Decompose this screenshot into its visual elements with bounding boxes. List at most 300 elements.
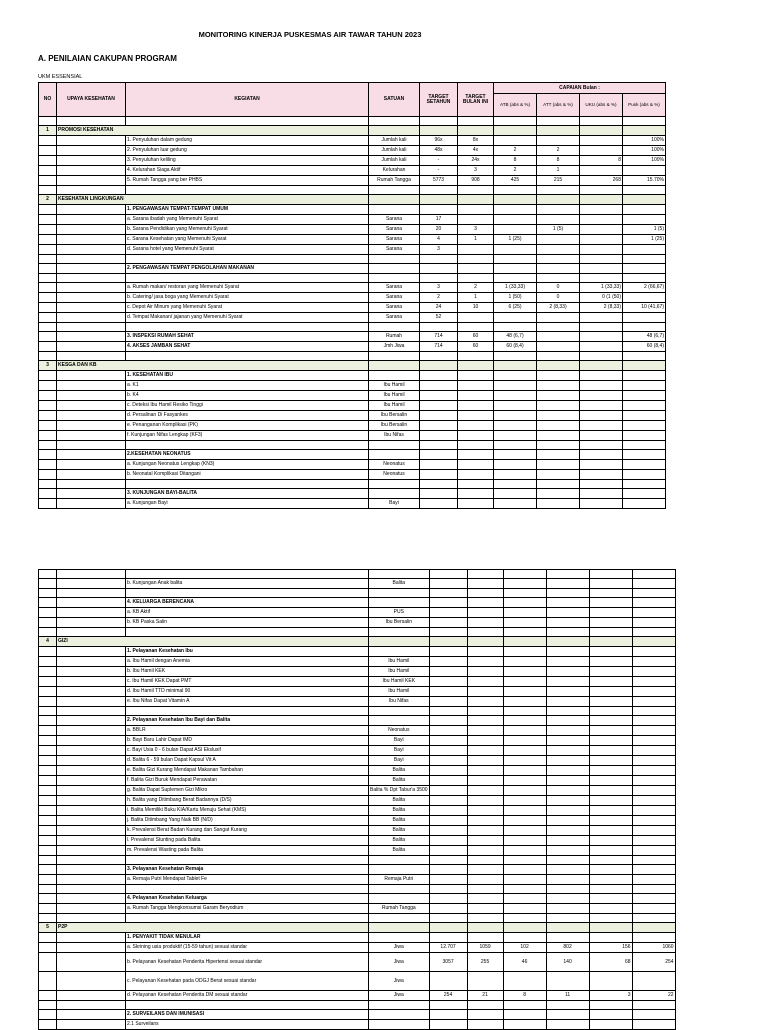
atb-cell	[494, 489, 537, 499]
table-row	[39, 667, 676, 677]
empty-cell	[369, 707, 430, 716]
target-bulan-cell: 255	[467, 953, 503, 972]
target-bulan-cell	[467, 647, 503, 657]
empty-cell	[467, 628, 503, 637]
empty-cell	[39, 766, 57, 776]
empty-cell	[369, 589, 430, 598]
table-row	[39, 431, 666, 441]
atb-cell	[503, 746, 546, 756]
att-cell	[537, 499, 580, 509]
uku-cell	[589, 875, 632, 885]
table-row	[39, 411, 666, 421]
uku-cell	[589, 972, 632, 991]
empty-cell	[39, 697, 57, 707]
uku-cell: 8	[580, 156, 623, 166]
empty-cell	[57, 313, 126, 323]
empty-cell	[39, 618, 57, 628]
kegiatan-cell: d. Tempat Makanan/ jajanan yang Memenuhi Syarat	[126, 313, 369, 323]
empty-cell	[503, 885, 546, 894]
empty-cell	[39, 264, 57, 274]
satuan-cell: Balita	[369, 806, 430, 816]
empty-cell	[537, 117, 580, 126]
table-row	[39, 806, 676, 816]
atb-cell	[503, 904, 546, 914]
empty-cell	[503, 856, 546, 865]
target-setahun-cell	[429, 904, 467, 914]
uku-cell	[589, 904, 632, 914]
empty-cell	[39, 786, 57, 796]
table-row	[39, 293, 666, 303]
pusk-cell: 22	[632, 991, 675, 1001]
row-number: 4	[39, 637, 57, 647]
target-bulan-cell: 2	[458, 283, 494, 293]
empty-cell	[57, 441, 126, 450]
target-setahun-cell	[429, 608, 467, 618]
target-setahun-cell	[420, 499, 458, 509]
empty-cell	[632, 914, 675, 923]
atb-cell: 2	[494, 146, 537, 156]
empty-cell	[537, 323, 580, 332]
empty-cell	[369, 323, 420, 332]
kegiatan-cell: f. Balita Gizi Buruk Mendapat Perawatan	[126, 776, 369, 786]
satuan-cell: Rumah Tangga	[369, 176, 420, 186]
att-cell	[537, 215, 580, 225]
empty-cell	[369, 441, 420, 450]
target-bulan-cell: 3	[458, 166, 494, 176]
empty-cell	[494, 441, 537, 450]
pusk-cell	[623, 431, 666, 441]
kegiatan-cell: 2. PENGAWASAN TEMPAT PENGOLAHAN MAKANAN	[126, 264, 369, 274]
empty-cell	[39, 342, 57, 352]
empty-cell	[57, 205, 126, 215]
empty-cell	[623, 480, 666, 489]
pusk-cell	[623, 421, 666, 431]
empty-cell	[537, 255, 580, 264]
target-bulan-cell	[458, 264, 494, 274]
satuan-cell: Ibu Nifas	[369, 431, 420, 441]
header-capaian: CAPAIAN Bulan :	[494, 83, 666, 94]
empty-cell	[546, 885, 589, 894]
satuan-cell: Ibu Hamil	[369, 657, 430, 667]
subheading-row	[39, 489, 666, 499]
pusk-cell	[632, 716, 675, 726]
empty-cell	[420, 323, 458, 332]
target-setahun-cell	[420, 411, 458, 421]
satuan-cell: Balita	[369, 826, 430, 836]
kegiatan-cell: a. Sarana ibadah yang Memenuhi Syarat	[126, 215, 369, 225]
empty-cell	[632, 856, 675, 865]
kegiatan-cell: 1. PENGAWASAN TEMPAT-TEMPAT UMUM	[126, 205, 369, 215]
kegiatan-cell: a. Kunjungan Bayi	[126, 499, 369, 509]
table-row	[39, 766, 676, 776]
row-number: 5	[39, 923, 57, 933]
target-setahun-cell	[429, 826, 467, 836]
uku-cell	[580, 391, 623, 401]
empty-cell	[623, 186, 666, 195]
empty-cell	[57, 166, 126, 176]
target-setahun-cell	[429, 806, 467, 816]
pusk-cell	[623, 401, 666, 411]
satuan-cell	[369, 894, 430, 904]
uku-cell	[589, 836, 632, 846]
empty-cell	[467, 589, 503, 598]
att-cell	[546, 875, 589, 885]
row-number: 1	[39, 126, 57, 136]
empty-cell	[57, 156, 126, 166]
kegiatan-cell: 3. Pelayanan Kesehatan Remaja	[126, 865, 369, 875]
satuan-cell: Ibu Bersalin	[369, 421, 420, 431]
empty-cell	[39, 332, 57, 342]
empty-cell	[580, 255, 623, 264]
empty-cell	[546, 628, 589, 637]
uku-cell	[589, 846, 632, 856]
kegiatan-cell: 2. Penyuluhan luar gedung	[126, 146, 369, 156]
target-setahun-cell	[429, 875, 467, 885]
target-setahun-cell	[429, 579, 467, 589]
empty-cell	[580, 186, 623, 195]
empty-cell	[39, 677, 57, 687]
uku-cell	[580, 401, 623, 411]
pusk-cell	[632, 796, 675, 806]
target-setahun-cell: 24	[420, 303, 458, 313]
empty-cell	[580, 195, 623, 205]
subheading-row	[39, 933, 676, 943]
empty-cell	[126, 1001, 369, 1010]
target-setahun-cell	[429, 726, 467, 736]
target-bulan-cell: 10	[458, 303, 494, 313]
empty-cell	[369, 856, 430, 865]
satuan-cell: Rumah Tangga	[369, 904, 430, 914]
atb-cell	[494, 313, 537, 323]
empty-cell	[589, 914, 632, 923]
att-cell	[537, 245, 580, 255]
empty-cell	[39, 856, 57, 865]
target-setahun-cell: 12.707	[429, 943, 467, 953]
kegiatan-cell: j. Balita Ditimbang Yang Naik BB (N/D)	[126, 816, 369, 826]
target-setahun-cell	[429, 647, 467, 657]
target-bulan-cell: 60	[458, 332, 494, 342]
target-bulan-cell	[467, 904, 503, 914]
empty-cell	[39, 570, 57, 579]
uku-cell: 2 (8,33)	[580, 303, 623, 313]
target-setahun-cell	[429, 933, 467, 943]
pusk-cell	[623, 499, 666, 509]
target-bulan-cell	[467, 726, 503, 736]
table-row	[39, 687, 676, 697]
empty-cell	[57, 371, 126, 381]
att-cell	[537, 489, 580, 499]
empty-cell	[467, 914, 503, 923]
satuan-cell: Ibu Hamil	[369, 391, 420, 401]
target-setahun-cell	[429, 796, 467, 806]
att-cell: 140	[546, 953, 589, 972]
empty-cell	[39, 836, 57, 846]
pusk-cell	[632, 826, 675, 836]
empty-cell	[632, 570, 675, 579]
atb-cell: 1 (50)	[494, 293, 537, 303]
uku-cell	[580, 450, 623, 460]
empty-cell	[369, 1001, 430, 1010]
satuan-cell: Kelurahan	[369, 166, 420, 176]
pusk-cell: 48 (6,7)	[623, 332, 666, 342]
target-bulan-cell: 1059	[467, 943, 503, 953]
target-bulan-cell	[458, 401, 494, 411]
att-cell	[537, 450, 580, 460]
target-setahun-cell	[420, 401, 458, 411]
empty-cell	[57, 450, 126, 460]
uku-cell	[589, 1020, 632, 1030]
empty-cell	[126, 628, 369, 637]
empty-cell	[57, 991, 126, 1001]
uku-cell	[589, 746, 632, 756]
empty-cell	[589, 628, 632, 637]
empty-cell	[57, 460, 126, 470]
table-row	[39, 166, 666, 176]
subheading-row	[39, 1010, 676, 1020]
empty-cell	[57, 796, 126, 806]
atb-cell	[503, 786, 546, 796]
atb-cell	[503, 657, 546, 667]
pusk-cell	[632, 618, 675, 628]
target-setahun-cell	[429, 894, 467, 904]
atb-cell	[503, 1020, 546, 1030]
table-row	[39, 697, 676, 707]
atb-cell	[494, 401, 537, 411]
blank-row	[39, 628, 676, 637]
att-cell	[546, 816, 589, 826]
target-bulan-cell	[467, 806, 503, 816]
satuan-cell: Bayi	[369, 736, 430, 746]
empty-cell	[57, 146, 126, 156]
empty-cell	[39, 166, 57, 176]
pusk-cell: 1060	[632, 943, 675, 953]
empty-cell	[623, 195, 666, 205]
target-bulan-cell	[467, 865, 503, 875]
uku-cell	[580, 205, 623, 215]
target-setahun-cell	[429, 816, 467, 826]
target-bulan-cell	[467, 667, 503, 677]
header-kegiatan: KEGIATAN	[126, 83, 369, 117]
empty-cell	[458, 352, 494, 361]
empty-cell	[467, 570, 503, 579]
empty-cell	[589, 589, 632, 598]
satuan-cell: Jumlah kali	[369, 146, 420, 156]
att-cell	[537, 470, 580, 480]
atb-cell	[503, 796, 546, 806]
uku-cell	[580, 431, 623, 441]
kegiatan-cell: 2.1 Surveilans	[126, 1020, 369, 1030]
table-row	[39, 776, 676, 786]
empty-cell	[589, 856, 632, 865]
empty-cell	[39, 283, 57, 293]
satuan-cell: Neonatus	[369, 470, 420, 480]
empty-cell	[494, 480, 537, 489]
empty-cell	[57, 352, 126, 361]
atb-cell	[503, 667, 546, 677]
performance-table-page-1	[38, 82, 666, 509]
table-row	[39, 313, 666, 323]
att-cell	[537, 411, 580, 421]
kegiatan-cell: a. Rumah makan/ restoran yang Memenuhi Syarat	[126, 283, 369, 293]
uku-cell	[580, 225, 623, 235]
satuan-cell: Remaja Putri	[369, 875, 430, 885]
atb-cell	[503, 697, 546, 707]
empty-cell	[39, 225, 57, 235]
empty-cell	[458, 323, 494, 332]
table-row	[39, 904, 676, 914]
uku-cell	[580, 136, 623, 146]
table-row	[39, 756, 676, 766]
blank-row	[39, 117, 666, 126]
uku-cell	[589, 1010, 632, 1020]
empty-cell	[39, 293, 57, 303]
pusk-cell	[623, 381, 666, 391]
kegiatan-cell: b. KB Paska Salin	[126, 618, 369, 628]
empty-cell	[580, 361, 623, 371]
atb-cell	[503, 933, 546, 943]
att-cell	[546, 756, 589, 766]
att-cell	[546, 846, 589, 856]
target-setahun-cell: -	[420, 156, 458, 166]
kegiatan-cell: e. Penanganan Komplikasi (PK)	[126, 421, 369, 431]
kegiatan-cell: d. Sarana hotel yang Memenuhi Syarat	[126, 245, 369, 255]
empty-cell	[420, 195, 458, 205]
empty-cell	[580, 352, 623, 361]
kegiatan-cell: l. Prevalensi Stunting pada Balita	[126, 836, 369, 846]
empty-cell	[458, 255, 494, 264]
header-atb: ATB (abs & %)	[494, 94, 537, 117]
empty-cell	[458, 126, 494, 136]
target-setahun-cell: 3057	[429, 953, 467, 972]
blank-row	[39, 914, 676, 923]
target-setahun-cell	[429, 618, 467, 628]
att-cell: 802	[546, 943, 589, 953]
uku-cell	[580, 489, 623, 499]
att-cell	[537, 313, 580, 323]
satuan-cell: Sarana	[369, 215, 420, 225]
target-bulan-cell	[467, 796, 503, 806]
empty-cell	[39, 136, 57, 146]
empty-cell	[57, 608, 126, 618]
atb-cell: 8	[494, 156, 537, 166]
target-bulan-cell	[467, 746, 503, 756]
atb-cell	[494, 431, 537, 441]
uku-cell	[589, 933, 632, 943]
kegiatan-cell: 3. KUNJUNGAN BAYI-BALITA	[126, 489, 369, 499]
satuan-cell: Balita	[369, 816, 430, 826]
att-cell	[546, 796, 589, 806]
empty-cell	[39, 186, 57, 195]
att-cell	[546, 598, 589, 608]
table-body	[39, 570, 676, 1030]
atb-cell	[503, 816, 546, 826]
empty-cell	[57, 579, 126, 589]
kegiatan-cell: a. Remaja Putri Mendapat Tablet Fe	[126, 875, 369, 885]
blank-row	[39, 186, 666, 195]
kegiatan-cell: e. Balita Gizi Kurang Mendapat Makanan Tambahan	[126, 766, 369, 776]
kegiatan-cell: b. Catering/ jasa boga yang Memenuhi Syarat	[126, 293, 369, 303]
pusk-cell: 100%	[623, 136, 666, 146]
empty-cell	[39, 480, 57, 489]
pusk-cell	[632, 746, 675, 756]
target-bulan-cell	[467, 972, 503, 991]
blank-row	[39, 480, 666, 489]
uku-cell	[589, 647, 632, 657]
atb-cell	[503, 766, 546, 776]
empty-cell	[369, 628, 430, 637]
empty-cell	[39, 274, 57, 283]
empty-cell	[39, 156, 57, 166]
satuan-cell	[369, 205, 420, 215]
blank-row	[39, 274, 666, 283]
empty-cell	[623, 361, 666, 371]
kegiatan-cell: b. Neonatal Komplikasi Ditangani	[126, 470, 369, 480]
pusk-cell	[632, 972, 675, 991]
empty-cell	[458, 117, 494, 126]
empty-cell	[39, 736, 57, 746]
pusk-cell	[623, 205, 666, 215]
table-header	[39, 83, 666, 117]
empty-cell	[39, 391, 57, 401]
empty-cell	[537, 352, 580, 361]
empty-cell	[57, 736, 126, 746]
pusk-cell: 15.70%	[623, 176, 666, 186]
pusk-cell	[623, 166, 666, 176]
blank-row	[39, 856, 676, 865]
kegiatan-cell: c. Deteksi Ibu Hamil Resiko Tinggi	[126, 401, 369, 411]
kegiatan-cell: b. Pelayanan Kesehatan Penderita Hipertensi sesuai standar	[126, 953, 369, 972]
atb-cell: 102	[503, 943, 546, 953]
table-row	[39, 391, 666, 401]
att-cell	[546, 933, 589, 943]
pusk-cell: 1 (5)	[623, 225, 666, 235]
empty-cell	[39, 865, 57, 875]
empty-cell	[39, 470, 57, 480]
satuan-cell: Sarana	[369, 225, 420, 235]
pusk-cell	[623, 489, 666, 499]
pusk-cell	[623, 460, 666, 470]
satuan-cell	[369, 1020, 430, 1030]
empty-cell	[589, 1001, 632, 1010]
target-bulan-cell	[467, 826, 503, 836]
uku-cell	[589, 806, 632, 816]
kegiatan-cell: 4. AKSES JAMBAN SEHAT	[126, 342, 369, 352]
att-cell	[546, 736, 589, 746]
att-cell	[537, 460, 580, 470]
att-cell	[546, 657, 589, 667]
empty-cell	[39, 806, 57, 816]
atb-cell	[494, 136, 537, 146]
target-setahun-cell	[420, 431, 458, 441]
att-cell	[537, 342, 580, 352]
target-bulan-cell	[458, 371, 494, 381]
table-row	[39, 657, 676, 667]
table-row	[39, 826, 676, 836]
table-row	[39, 146, 666, 156]
target-bulan-cell	[458, 460, 494, 470]
pusk-cell	[623, 293, 666, 303]
empty-cell	[580, 274, 623, 283]
att-cell	[546, 806, 589, 816]
att-cell	[537, 381, 580, 391]
target-bulan-cell	[467, 846, 503, 856]
uku-cell	[580, 411, 623, 421]
pusk-cell	[632, 836, 675, 846]
empty-cell	[589, 923, 632, 933]
empty-cell	[420, 255, 458, 264]
target-bulan-cell	[467, 677, 503, 687]
empty-cell	[39, 953, 57, 972]
